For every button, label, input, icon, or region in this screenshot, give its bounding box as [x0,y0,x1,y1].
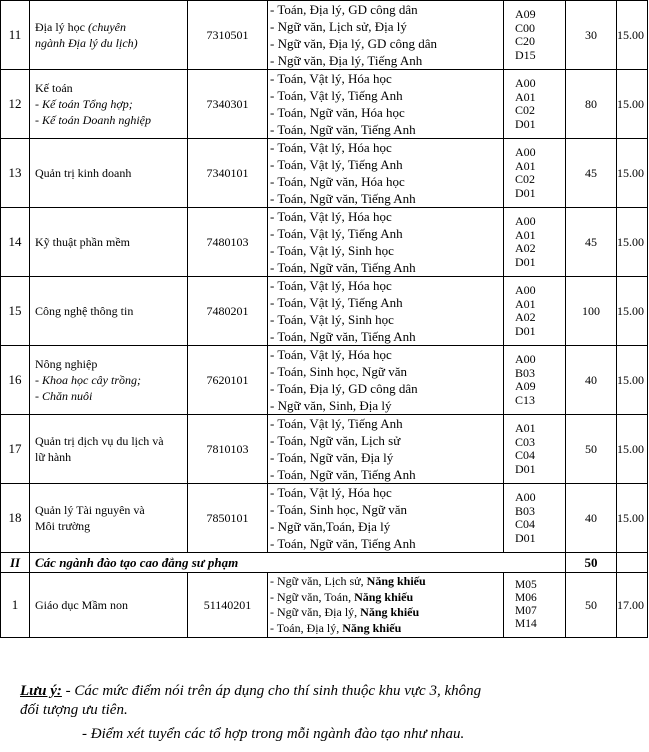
subject-combinations [268,208,504,277]
min-score: 15.00 [617,208,648,277]
subject-combination: - Ngữ văn, Sinh, Địa lý [270,398,392,413]
combination-code: D01 [515,116,536,131]
subject-combination: - Toán, Vật lý, Sinh học [270,312,394,327]
major-text: Nông nghiệp [35,357,98,371]
major-subtext: - Khoa học cây trồng; [35,373,141,387]
aptitude-subject: Năng khiếu [360,605,420,619]
major-text: Công nghệ thông tin [35,304,134,318]
row-number: 13 [1,139,30,208]
major-code: 7480103 [188,208,268,277]
subject-combination: - Toán, Vật lý, Hóa học [270,347,392,362]
combination-code: D01 [515,461,536,476]
combination-codes [504,139,566,208]
combination-code: D01 [515,185,536,200]
major-code: 7850101 [188,484,268,553]
combination-code: A09 [515,379,536,393]
major-text: lữ hành [35,450,72,464]
quota: 45 [566,208,617,277]
subject-combination: - Toán, Ngữ văn, Tiếng Anh [270,191,416,206]
subject-combination: - Toán, Vật lý, Tiếng Anh [270,416,403,431]
subject-combination: - Toán, Sinh học, Ngữ văn [270,502,407,517]
major-subtext: ngành Địa lý du lịch) [35,36,138,50]
combination-codes [504,484,566,553]
note-text-1: - Các mức điểm nói trên áp dụng cho thí sinh thuộc khu vực 3, không [61,683,482,699]
quota: 50 [566,415,617,484]
combination-codes [504,208,566,277]
major-name [30,208,188,277]
subject-text: - Toán, Địa lý, [270,620,343,635]
min-score: 15.00 [617,139,648,208]
section-quota: 50 [566,553,617,573]
subject-combinations [268,415,504,484]
section-number: II [1,553,30,573]
major-name [30,484,188,553]
subject-combination: - Toán, Ngữ văn, Hóa học [270,174,405,189]
table-row [1,573,648,638]
subject-combination [270,590,503,606]
quota: 100 [566,277,617,346]
subject-combinations [268,1,504,70]
combination-codes [504,277,566,346]
major-line [35,356,187,372]
combination-codes [504,1,566,70]
major-code: 7620101 [188,346,268,415]
subject-combination: - Toán, Vật lý, Tiếng Anh [270,157,403,172]
combination-code: A02 [515,241,536,255]
table-row [1,1,648,70]
row-number: 15 [1,277,30,346]
subject-combination: - Ngữ văn, Địa lý, GD công dân [270,36,437,51]
subject-text: - Ngữ văn, Toán, [270,589,355,604]
subject-combination: - Toán, Ngữ văn, Tiếng Anh [270,122,416,137]
min-score: 15.00 [617,415,648,484]
subject-combination: - Toán, Vật lý, Tiếng Anh [270,88,403,103]
row-number: 18 [1,484,30,553]
major-subtext: (chuyên [88,20,126,34]
major-line [35,35,187,51]
combination-code: A01 [515,227,536,242]
subject-combination: - Toán, Vật lý, Hóa học [270,71,392,86]
section-score [617,553,648,573]
subject-text: - Ngữ văn, Lịch sử, [270,574,367,588]
combination-code: C04 [515,517,536,531]
combination-code: C04 [515,448,536,462]
subject-text: - Ngữ văn, Địa lý, [270,605,361,619]
major-code: 7340301 [188,70,268,139]
row-number: 1 [1,573,30,638]
min-score: 15.00 [617,277,648,346]
major-subtext: - Kế toán Doanh nghiệp [35,113,151,127]
combination-code: A09 [515,7,536,21]
note-text-2: đối tượng ưu tiên. [20,702,128,718]
min-score: 15.00 [617,1,648,70]
subject-combination: - Toán, Ngữ văn, Hóa học [270,105,405,120]
major-line [35,502,187,518]
major-line [35,234,187,250]
major-line [35,518,187,534]
row-number: 11 [1,1,30,70]
major-code: 7810103 [188,415,268,484]
subject-combinations [268,573,504,638]
quota: 80 [566,70,617,139]
combination-code: M05 [515,579,537,591]
quota: 40 [566,484,617,553]
combination-code: B03 [515,365,536,380]
note-line-2 [20,701,640,720]
note-label: Lưu ý: [20,683,62,699]
subject-combination: - Ngữ văn,Toán, Địa lý [270,519,391,534]
combination-code: A01 [515,421,536,435]
major-code: 51140201 [188,573,268,638]
quota: 50 [566,573,617,638]
quota: 30 [566,1,617,70]
major-line [35,165,187,181]
combination-codes [504,415,566,484]
subject-combination [270,621,503,637]
row-number: 17 [1,415,30,484]
subject-combination: - Toán, Vật lý, Sinh học [270,243,394,258]
combination-code: C02 [515,103,536,117]
table-body [1,1,648,638]
major-line [35,19,187,35]
combination-code: A00 [515,283,536,297]
combination-code: A01 [515,89,536,104]
subject-combination: - Toán, Vật lý, Hóa học [270,278,392,293]
major-line [35,112,187,128]
table-row [1,346,648,415]
combination-code: D01 [515,254,536,269]
combination-code: M14 [515,618,537,630]
min-score: 15.00 [617,346,648,415]
row-number: 14 [1,208,30,277]
combination-code: A00 [515,490,536,504]
combination-codes [504,573,566,638]
subject-combination: - Toán, Sinh học, Ngữ văn [270,364,407,379]
combination-code: A02 [515,310,536,324]
subject-combinations [268,139,504,208]
combination-code: C20 [515,34,536,48]
major-text: Quản trị dịch vụ du lịch và [35,434,164,448]
combination-code: M07 [515,605,537,617]
combination-code: D01 [515,530,536,545]
major-line [35,372,187,388]
combination-code: C13 [515,392,536,407]
quota: 40 [566,346,617,415]
subject-combination: - Toán, Ngữ văn, Lịch sử [270,433,401,448]
subject-combination [270,574,503,590]
subject-combination: - Ngữ văn, Địa lý, Tiếng Anh [270,53,423,68]
major-name [30,277,188,346]
min-score: 15.00 [617,484,648,553]
major-name [30,139,188,208]
table-row [1,208,648,277]
table-row [1,484,648,553]
subject-combination: - Toán, Vật lý, Tiếng Anh [270,226,403,241]
major-line [35,388,187,404]
major-line [35,303,187,319]
subject-combinations [268,484,504,553]
subject-combinations [268,277,504,346]
subject-combination: - Toán, Ngữ văn, Tiếng Anh [270,467,416,482]
combination-codes [504,70,566,139]
subject-combination: - Toán, Địa lý, GD công dân [270,381,418,396]
subject-combinations [268,346,504,415]
major-line [35,433,187,449]
major-name [30,70,188,139]
combination-code: A00 [515,352,536,366]
subject-combination: - Toán, Ngữ văn, Tiếng Anh [270,536,416,551]
subject-combination: - Toán, Ngữ văn, Địa lý [270,450,394,465]
table-row [1,277,648,346]
subject-combination: - Toán, Vật lý, Tiếng Anh [270,295,403,310]
major-text: Kế toán [35,81,73,95]
aptitude-subject: Năng khiếu [354,589,414,604]
subject-combination: - Toán, Địa lý, GD công dân [270,2,418,17]
major-text: Địa lý học [35,20,88,34]
table-row [1,139,648,208]
row-number: 12 [1,70,30,139]
combination-code: A01 [515,158,536,173]
table-row [1,70,648,139]
combination-code: C03 [515,434,536,449]
combination-code: D01 [515,323,536,338]
major-text: Môi trường [35,519,91,533]
combination-code: A00 [515,76,536,90]
major-line [35,449,187,465]
combination-code: M06 [515,592,537,604]
note-text-3: - Điểm xét tuyển các tổ hợp trong mỗi ngành đào tạo như nhau. [82,726,465,742]
note-line-1 [20,682,640,701]
combination-code: D15 [515,47,536,62]
section-title: Các ngành đào tạo cao đẳng sư phạm [30,553,566,573]
combination-codes [504,346,566,415]
subject-combination [270,605,503,621]
min-score: 17.00 [617,573,648,638]
major-line [35,96,187,112]
row-number: 16 [1,346,30,415]
quota: 45 [566,139,617,208]
combination-code: A01 [515,296,536,311]
major-text: Quản trị kinh doanh [35,166,132,180]
subject-combination: - Toán, Ngữ văn, Tiếng Anh [270,329,416,344]
major-line [35,80,187,96]
aptitude-subject: Năng khiếu [342,620,402,635]
major-code: 7310501 [188,1,268,70]
table-row [1,415,648,484]
major-subtext: - Chăn nuôi [35,389,93,403]
major-name [30,346,188,415]
combination-code: B03 [515,503,536,518]
major-name [30,415,188,484]
subject-combinations [268,70,504,139]
subject-combination: - Toán, Ngữ văn, Tiếng Anh [270,260,416,275]
combination-code: A00 [515,145,536,159]
major-text: Kỹ thuật phần mềm [35,235,130,249]
note-line-3 [82,725,649,744]
subject-combination: - Toán, Vật lý, Hóa học [270,209,392,224]
subject-combination: - Toán, Vật lý, Hóa học [270,140,392,155]
major-code: 7340101 [188,139,268,208]
combination-code: A00 [515,214,536,228]
major-name: Giáo dục Mầm non [30,573,188,638]
section-header-row [1,553,648,573]
min-score: 15.00 [617,70,648,139]
subject-combination: - Ngữ văn, Lịch sử, Địa lý [270,19,407,34]
major-text: Quản lý Tài nguyên và [35,503,145,517]
aptitude-subject: Năng khiếu [366,574,426,588]
major-code: 7480201 [188,277,268,346]
major-subtext: - Kế toán Tổng hợp; [35,97,133,111]
combination-code: C00 [515,20,536,35]
major-name [30,1,188,70]
subject-combination: - Toán, Vật lý, Hóa học [270,485,392,500]
combination-code: C02 [515,172,536,186]
